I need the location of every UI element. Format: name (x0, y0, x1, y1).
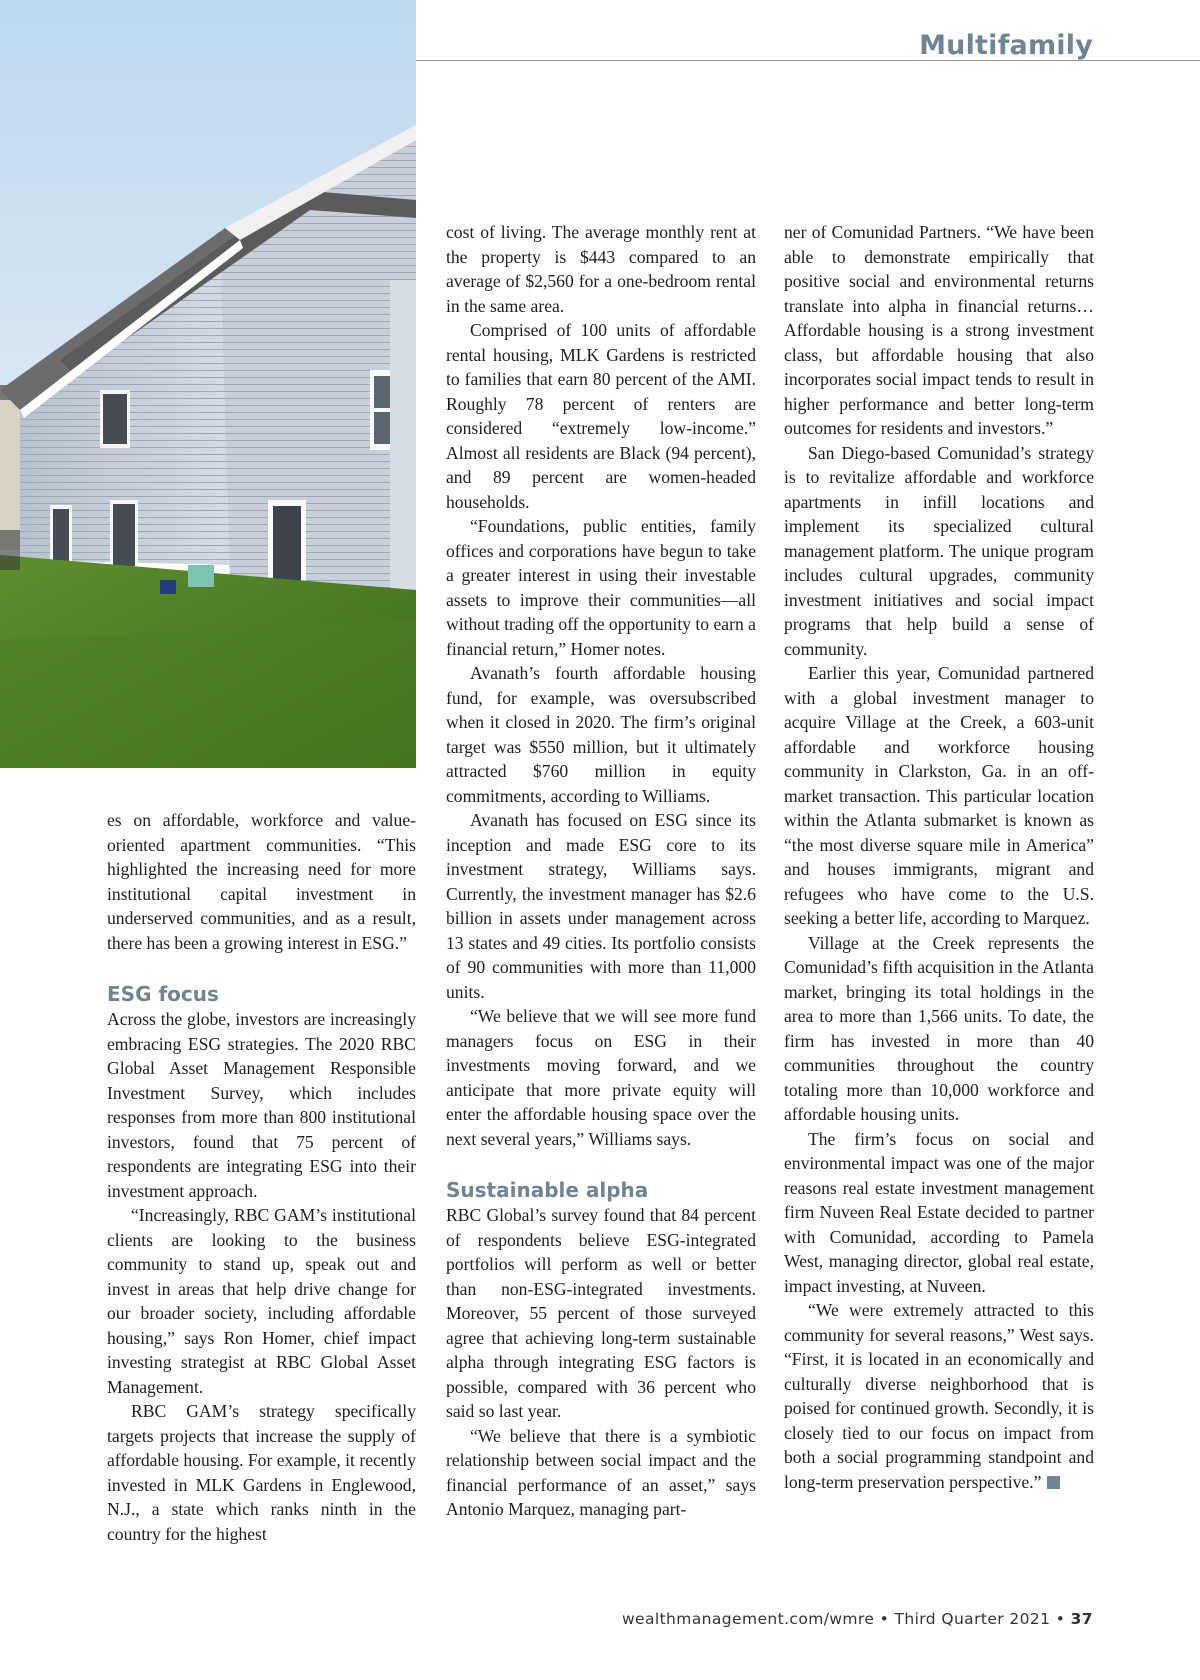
article-column-1 (107, 808, 416, 1546)
section-label: Multifamily (919, 30, 1093, 61)
paragraph: “We believe that we will see more fund managers focus on ESG in their investments moving forward, and we anticipate that more private equity will enter the affordable housing space over the next several years,” Williams says. (446, 1006, 756, 1149)
apartment-building-photo (0, 0, 416, 768)
paragraph: Avanath’s fourth affordable housing fund, for example, was oversubscribed when it closed in 2020. The firm’s original target was $550 million, but it ultimately attracted $760 million in equity commitments, according to Williams. (446, 663, 756, 806)
subhead-esg-focus: ESG focus (107, 982, 219, 1006)
last-paragraph-text: “We were extremely attracted to this community for several reasons,” West says. “First, it is located in an economically and culturally diverse neighborhood that is poised for continued growth. Secondly, it is closely tied to our focus on impact from both a social programming standpoint and long-term preservation perspective.” (784, 1300, 1094, 1492)
paragraph: “Foundations, public entities, family offices and corporations have begun to take a greater interest in using their investable assets to improve their communities—all without trading off the opportunity to earn a financial return,” Homer notes. (446, 516, 756, 659)
footer-text: wealthmanagement.com/wmre • Third Quarter 2021 • (621, 1610, 1066, 1628)
paragraph: Comprised of 100 units of affordable rental housing, MLK Gardens is restricted to families that earn 80 percent of the AMI. Roughly 78 percent of renters are considered “extremely low-income.” Almost all residents are Black (94 percent), and 89 percent are women-headed households. (446, 320, 756, 512)
paragraph: “We believe that there is a symbiotic relationship between social impact and the financial performance of an asset,” says Antonio Marquez, managing part- (446, 1425, 756, 1519)
end-mark-icon (1047, 1476, 1060, 1489)
paragraph: Across the globe, investors are increasingly embracing ESG strategies. The 2020 RBC Global Asset Management Responsible Investment Survey, which includes responses from more than 800 institutional investors, found that 75 percent of respondents are integrating ESG into their investment approach. (107, 1009, 416, 1201)
paragraph: RBC Global’s survey found that 84 percent of respondents believe ESG-integrated portfolios will perform as well or better than non-ESG-integrated investments. Moreover, 55 percent of those surveyed agree that achieving long-term sustainable alpha through integrating ESG factors is possible, compared with 36 percent who said so last year. (446, 1205, 756, 1421)
last-paragraph (784, 1298, 1094, 1494)
article-column-3 (784, 220, 1094, 1494)
page-footer (622, 1610, 1093, 1628)
article-column-2 (446, 220, 756, 1522)
subhead-sustainable-alpha: Sustainable alpha (446, 1178, 649, 1202)
paragraph: es on affordable, workforce and value-oriented apartment communities. “This highlighted the increasing need for more institutional capital investment in underserved communities, and as a result, there has been a growing interest in ESG.” (107, 810, 416, 953)
paragraph: Avanath has focused on ESG since its inception and made ESG core to its investment strategy, Williams says. Currently, the investment manager has $2.6 billion in assets under management across 13 states and 49 cities. Its portfolio consists of 90 communities with more than 11,000 units. (446, 810, 756, 1002)
paragraph: Earlier this year, Comunidad partnered with a global investment manager to acquire Village at the Creek, a 603-unit affordable and workforce housing community in Clarkston, Ga. in an off-market transaction. This particular location within the Atlanta submarket is known as “the most diverse square mile in America” and houses immigrants, migrant and refugees who have come to the U.S. seeking a better life, according to Marquez. (784, 663, 1094, 928)
paragraph: The firm’s focus on social and environmental impact was one of the major reasons real estate investment management firm Nuveen Real Estate decided to partner with Comunidad, according to Pamela West, managing director, global real estate, impact investing, at Nuveen. (784, 1128, 1094, 1296)
paragraph: “Increasingly, RBC GAM’s institutional clients are looking to the business community to stand up, speak out and invest in areas that help drive change for our broader society, including affordable housing,” says Ron Homer, chief impact investing strategist at RBC Global Asset Management. (107, 1205, 416, 1397)
paragraph: San Diego-based Comunidad’s strategy is to revitalize affordable and workforce apartments in infill locations and implement its specialized cultural management platform. The unique program includes cultural upgrades, community investment initiatives and social impact programs that help build a sense of community. (784, 442, 1094, 659)
paragraph: Village at the Creek represents the Comunidad’s fifth acquisition in the Atlanta market, bringing its total holdings in the area to more than 1,566 units. To date, the firm has invested in more than 40 communities throughout the country totaling more than 10,000 workforce and affordable housing units. (784, 932, 1094, 1124)
paragraph: cost of living. The average monthly rent at the property is $443 compared to an average of $2,560 for a one-bedroom rental in the same area. (446, 222, 756, 316)
paragraph: RBC GAM’s strategy specifically targets projects that increase the supply of affordable housing. For example, it recently invested in MLK Gardens in Englewood, N.J., a state which ranks ninth in the country for the highest (107, 1401, 416, 1544)
paragraph: ner of Comunidad Partners. “We have been able to demonstrate empirically that positive social and environmental returns translate into alpha in financial returns… Affordable housing is a strong investment class, but affordable housing that also incorporates social impact tends to result in higher performance and better long-term outcomes for residents and investors.” (784, 222, 1094, 438)
page-number: 37 (1070, 1610, 1093, 1628)
